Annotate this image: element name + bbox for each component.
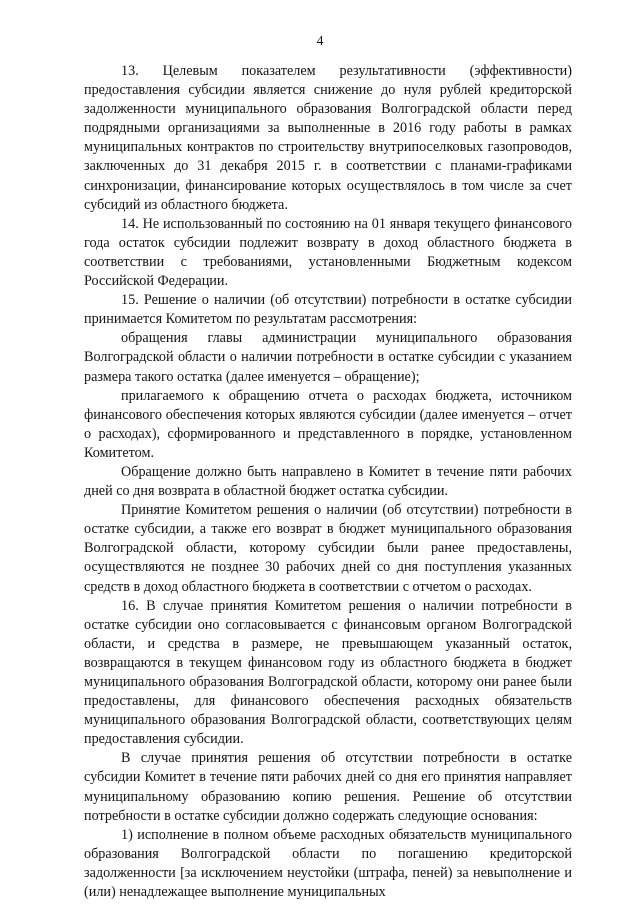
paragraph-appeal-deadline: Обращение должно быть направлено в Комитет в течение пяти рабочих дней со дня возврата в областной бюджет остатка субсидии. [84,463,572,500]
paragraph-13-target-indicator: 13. Целевым показателем результативности (эффективности) предоставления субсидии является снижение до нуля рублей кредиторской задолженности муниципального образования Волгоградской области перед подрядными организациями за выполненные в 2016 году работы в рамках муниципальных контрактов по строительству внутрипоселковых газопроводов, заключенных до 31 декабря 2015 г. в соответствии с планами-графиками синхронизации, финансирование которых осуществлялось в том числе за счет субсидий из областного бюджета. [84,63,572,213]
document-body [84,62,572,902]
paragraph-appeal-item: обращения главы администрации муниципального образования Волгоградской области о наличии потребности в остатке субсидии с указанием размера такого остатка (далее именуется – обращение); [84,330,572,385]
paragraph-15-decision: 15. Решение о наличии (об отсутствии) потребности в остатке субсидии принимается Комитетом по результатам рассмотрения: [84,292,572,328]
page-number: 4 [316,34,324,49]
paragraph-negative-decision: В случае принятия решения об отсутствии потребности в остатке субсидии Комитет в течение пяти рабочих дней со дня его принятия направляет муниципальному образованию копию решения. Решение об отсутствии потребности в остатке субсидии должно содержать следующие основания: [84,750,572,824]
paragraph-report-item: прилагаемого к обращению отчета о расходах бюджета, источником финансового обеспечения которых являются субсидии (далее именуется – отчет о расходах), сформированного и представленного в порядке, установленном Комитетом. [84,387,572,461]
paragraph-16-positive-decision: 16. В случае принятия Комитетом решения о наличии потребности в остатке субсидии оно согласовывается с финансовым органом Волгоградской области, и средства в размере, не превышающем указанный остаток, возвращаются в текущем финансовом году из областного бюджета в бюджет муниципального образования Волгоградской области, которому они ранее были предоставлены, для финансового обеспечения расходных обязательств муниципального образования Волгоградской области, соответствующих целям предоставления субсидии. [84,597,572,748]
paragraph-14-unused-balance: 14. Не использованный по состоянию на 01 января текущего финансового года остаток субсидии подлежит возврату в доход областного бюджета в соответствии с требованиями, установленными Бюджетным кодексом Российской Федерации. [84,215,572,290]
paragraph-ground-1: 1) исполнение в полном объеме расходных обязательств муниципального образования Волгоградской области по погашению кредиторской задолженности [за исключением неустойки (штрафа, пеней) за невыполнение и (или) ненадлежащее выполнение муниципальных [84,826,572,901]
paragraph-decision-timing: Принятие Комитетом решения о наличии (об отсутствии) потребности в остатке субсидии, а также его возврат в бюджет муниципального образования Волгоградской области, которому субсидии были ранее предоставлены, осуществляются не позднее 30 рабочих дней со дня поступления указанных средств в доход областного бюджета в соответствии с отчетом о расходах. [84,502,572,595]
